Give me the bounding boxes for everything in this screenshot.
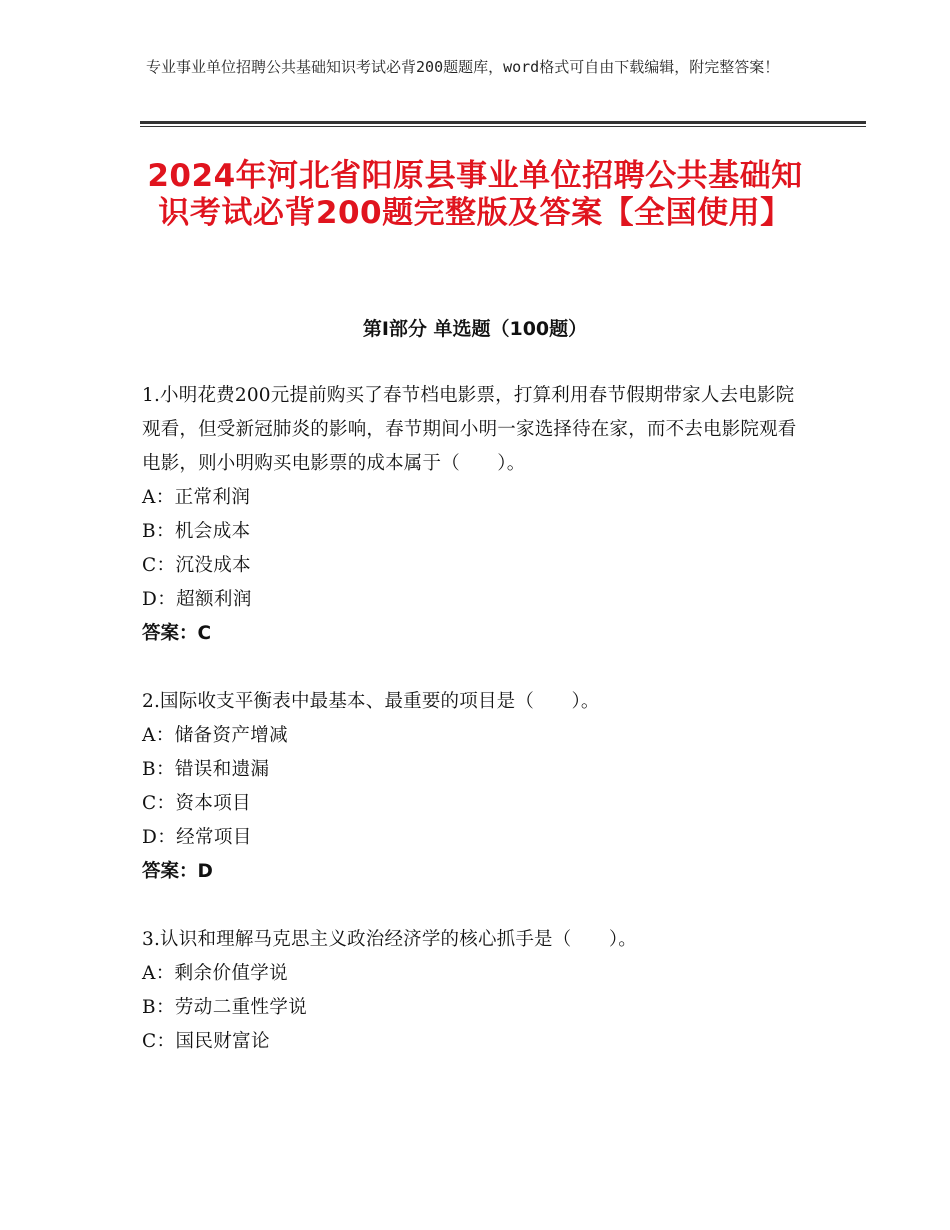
header-rule-thin (140, 126, 866, 127)
option-c: C：沉没成本 (142, 555, 252, 576)
question-stem: 3.认识和理解马克思主义政治经济学的核心抓手是（ ）。 (142, 929, 638, 950)
question-list (142, 379, 812, 1093)
header-rule-thick (140, 121, 866, 124)
document-title: 2024年河北省阳原县事业单位招聘公共基础知识考试必背200题完整版及答案【全国使用】 (147, 158, 803, 231)
question-stem: 2.国际收支平衡表中最基本、最重要的项目是（ ）。 (142, 691, 600, 712)
option-a: A：储备资产增减 (142, 725, 289, 746)
answer: 答案：D (142, 861, 213, 882)
option-d: D：经常项目 (142, 827, 252, 848)
option-c: C：资本项目 (142, 793, 252, 814)
option-a: A：剩余价值学说 (142, 963, 289, 984)
answer: 答案：C (142, 623, 212, 644)
section-title: 第I部分 单选题（100题） (362, 318, 588, 340)
question-2 (142, 685, 812, 889)
option-b: B：机会成本 (142, 521, 251, 542)
option-b: B：劳动二重性学说 (142, 997, 308, 1018)
question-3 (142, 923, 812, 1059)
option-a: A：正常利润 (142, 487, 251, 508)
question-1 (142, 379, 812, 651)
option-d: D：超额利润 (142, 589, 252, 610)
header-note: 专业事业单位招聘公共基础知识考试必背200题题库，word格式可自由下载编辑，附完整答案！ (146, 58, 780, 76)
question-stem: 1.小明花费200元提前购买了春节档电影票，打算利用春节假期带家人去电影院观看，但受新冠肺炎的影响，春节期间小明一家选择待在家，而不去电影院观看电影，则小明购买电影票的成本属于（ ）。 (142, 385, 797, 474)
option-c: C：国民财富论 (142, 1031, 270, 1052)
option-b: B：错误和遗漏 (142, 759, 270, 780)
